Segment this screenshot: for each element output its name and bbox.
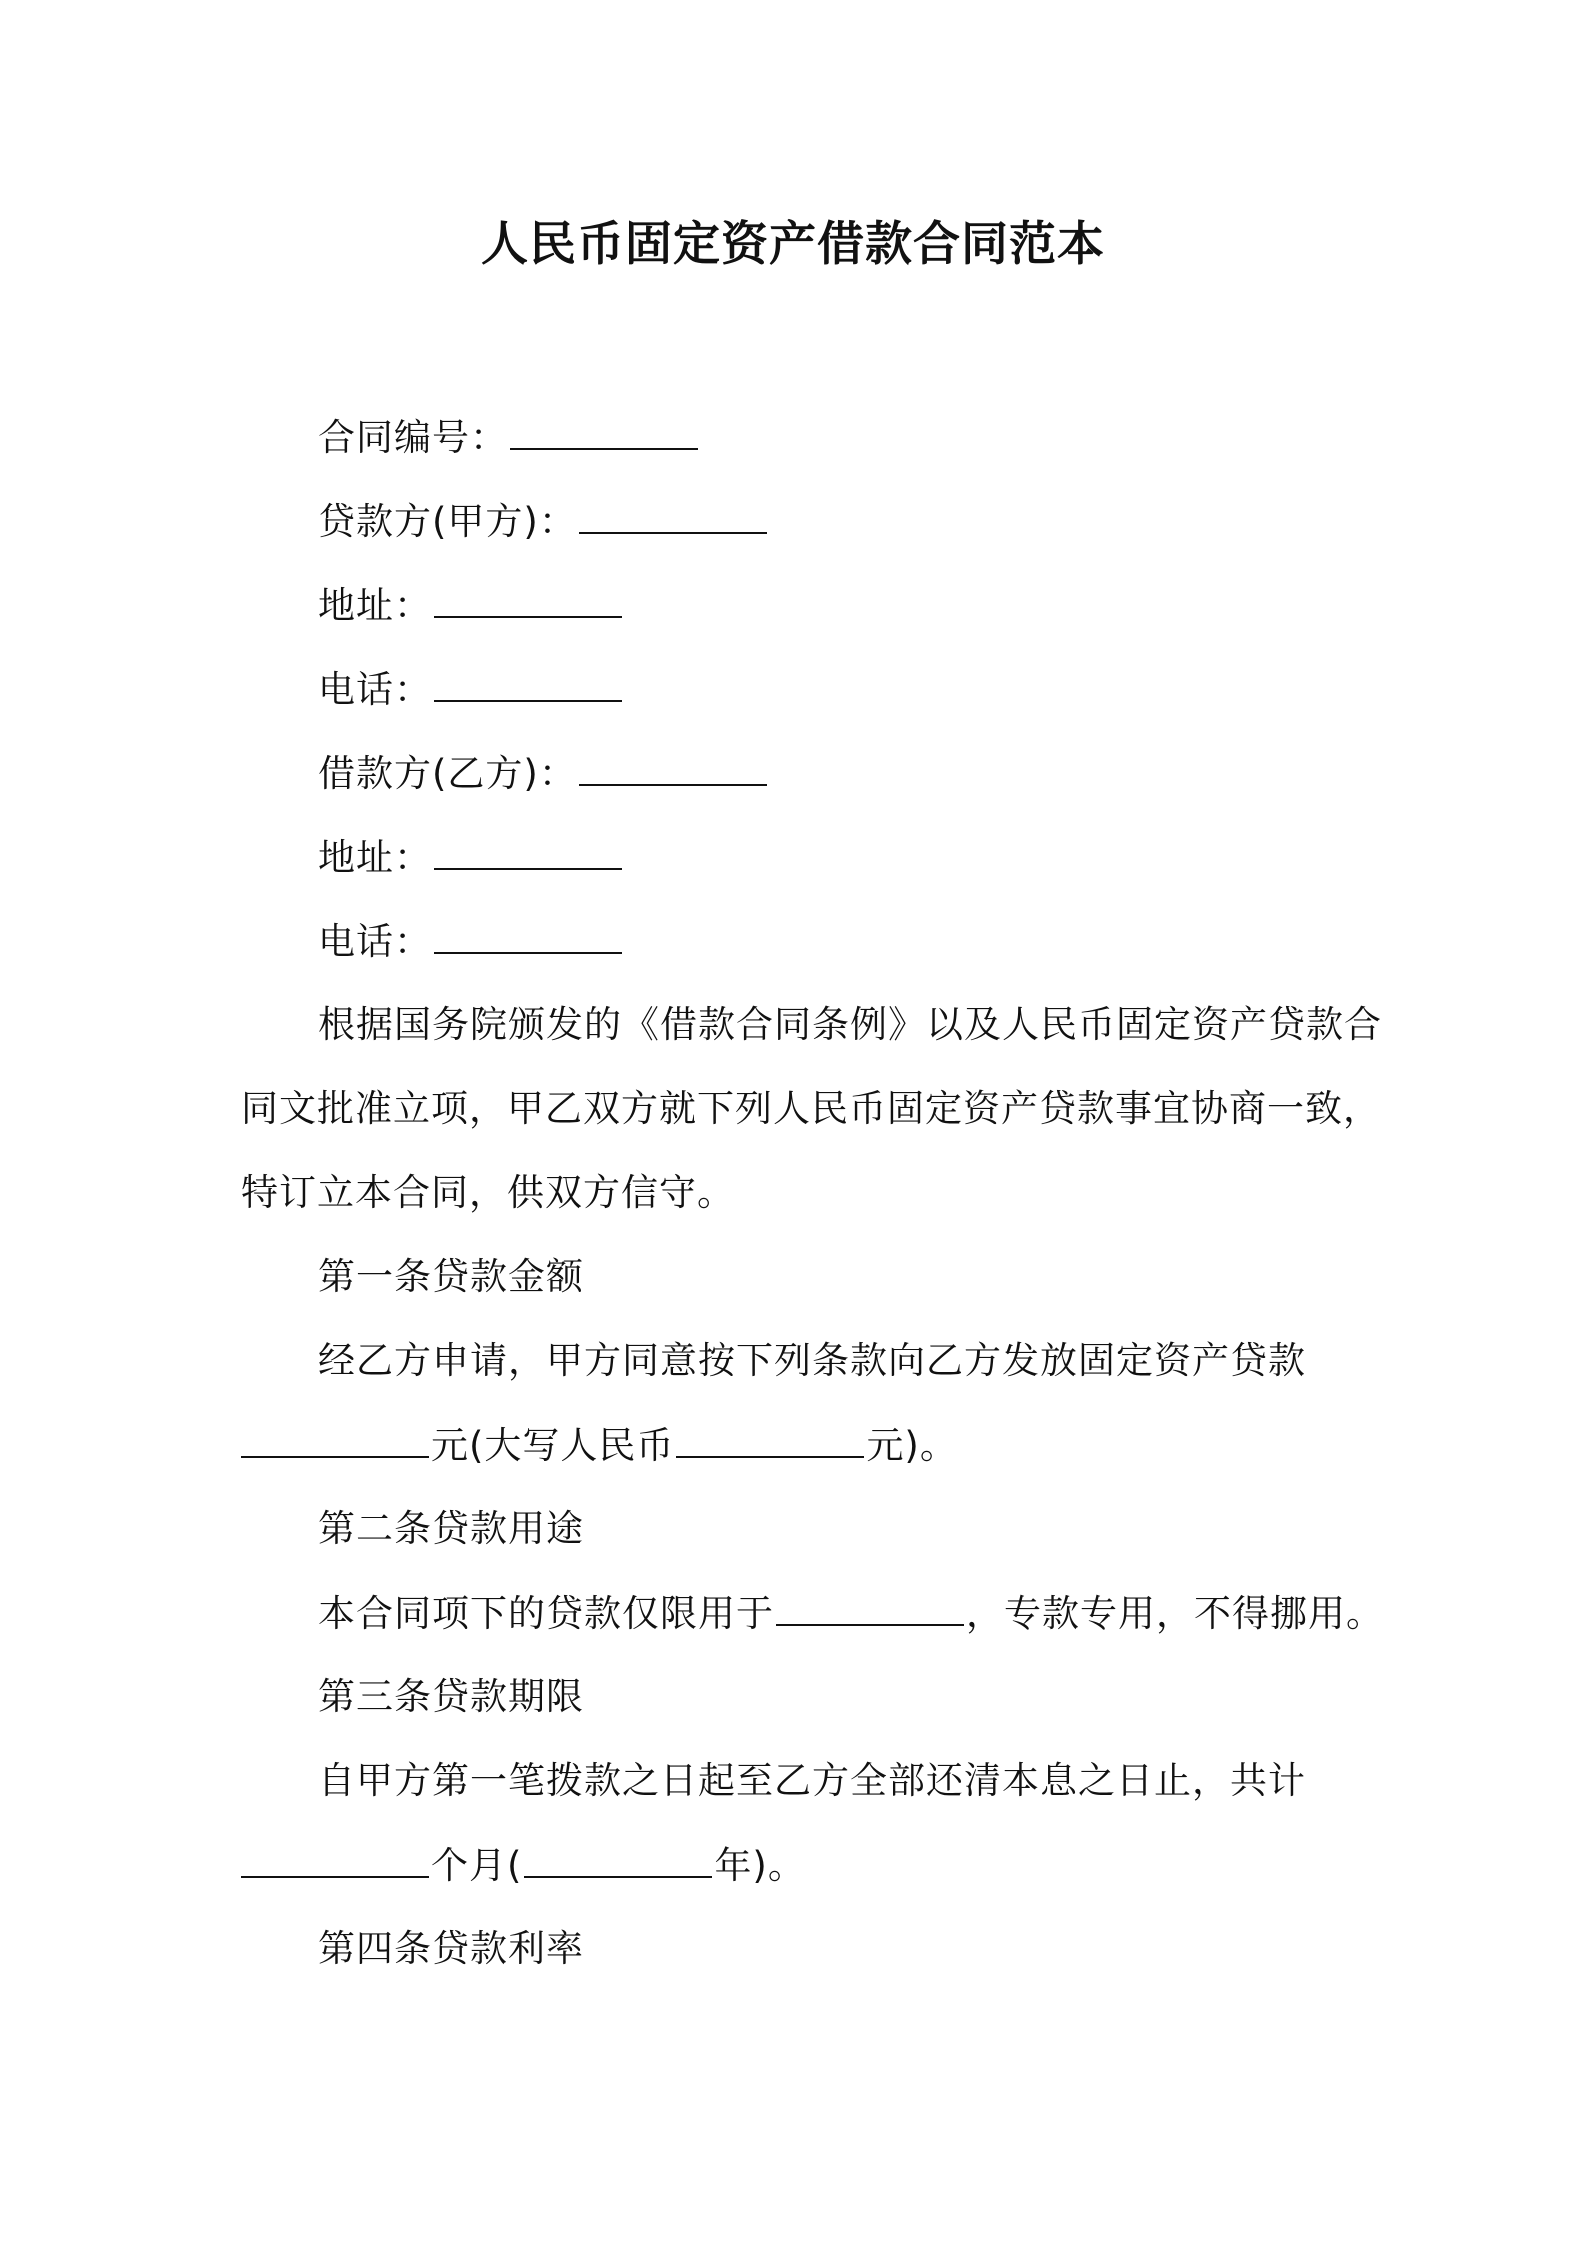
blank-line — [579, 748, 767, 786]
document-title: 人民币固定资产借款合同范本 — [481, 217, 1105, 272]
article-2-heading: 第二条贷款用途 — [318, 1507, 584, 1550]
field-contract-number — [318, 412, 700, 463]
blank-line — [434, 832, 622, 870]
field-borrower-phone — [318, 916, 624, 967]
article-4-heading: 第四条贷款利率 — [318, 1927, 584, 1970]
article-1-text-a: 元(大写人民币 — [431, 1424, 675, 1467]
article-3-heading: 第三条贷款期限 — [318, 1675, 584, 1718]
article-3-text-b: 年)。 — [714, 1844, 806, 1887]
field-lender-address — [318, 580, 624, 631]
article-1-line-2 — [241, 1420, 958, 1471]
article-3-text-a: 个月( — [431, 1844, 523, 1887]
blank-line — [776, 1588, 964, 1626]
article-2-text-a: 本合同项下的贷款仅限用于 — [318, 1592, 774, 1635]
article-3-line-1: 自甲方第一笔拨款之日起至乙方全部还清本息之日止，共计 — [318, 1759, 1306, 1802]
preamble-line-2: 同文批准立项，甲乙双方就下列人民币固定资产贷款事宜协商一致， — [241, 1087, 1381, 1130]
blank-line — [510, 412, 698, 450]
field-label: 贷款方(甲方)： — [318, 500, 577, 543]
field-borrower — [318, 748, 769, 799]
article-1-text-b: 元)。 — [866, 1424, 958, 1467]
article-3-line-2 — [241, 1840, 806, 1891]
article-2-text-b: ，专款专用，不得挪用。 — [966, 1592, 1384, 1635]
article-1-line-1: 经乙方申请，甲方同意按下列条款向乙方发放固定资产贷款 — [318, 1339, 1306, 1382]
blank-line — [524, 1840, 712, 1878]
field-label: 借款方(乙方)： — [318, 752, 577, 795]
blank-line — [241, 1840, 429, 1878]
article-2-line-1 — [318, 1588, 1384, 1639]
blank-line — [579, 496, 767, 534]
blank-line — [676, 1420, 864, 1458]
field-label: 电话： — [318, 668, 432, 711]
field-label: 地址： — [318, 584, 432, 627]
preamble-line-3: 特订立本合同，供双方信守。 — [241, 1171, 735, 1214]
blank-line — [434, 916, 622, 954]
field-label: 地址： — [318, 836, 432, 879]
field-borrower-address — [318, 832, 624, 883]
blank-line — [241, 1420, 429, 1458]
field-lender-phone — [318, 664, 624, 715]
field-lender — [318, 496, 769, 547]
field-label: 合同编号： — [318, 416, 508, 459]
article-1-heading: 第一条贷款金额 — [318, 1255, 584, 1298]
preamble-line-1: 根据国务院颁发的《借款合同条例》以及人民币固定资产贷款合 — [318, 1003, 1382, 1046]
blank-line — [434, 580, 622, 618]
field-label: 电话： — [318, 920, 432, 963]
blank-line — [434, 664, 622, 702]
